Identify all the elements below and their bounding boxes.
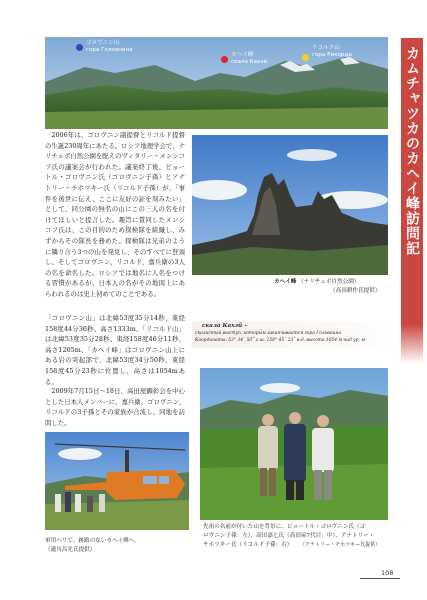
group-caption-line-1: 先祖の名前が付いた山を背景に、ビョートル・ゴロヴニン氏（ゴ <box>203 524 366 530</box>
rikord-label <box>312 45 352 59</box>
kahei-label-ja: カヘイ峰 <box>231 52 254 58</box>
rikord-label-ru: гора Рикорда <box>312 52 352 58</box>
group-caption-line-3 <box>203 541 393 550</box>
plaque-line-1: скала Кахэй – <box>202 323 247 329</box>
golovnin-marker-dot <box>76 44 83 51</box>
rikord-marker-dot <box>302 54 309 61</box>
rock-caption-credit-bottom: （高田耕作氏提供） <box>330 288 381 294</box>
helicopter-caption-line-2: （瀧川昌光氏提供） <box>45 546 96 553</box>
rock-caption-credit-top: （ナリチェボ自然公園） <box>298 279 360 285</box>
kahei-marker-dot <box>221 56 228 63</box>
vertical-title: カムチャツカのカヘイ峰訪問記 <box>404 46 420 256</box>
group-caption-line-2: ロヴニン子孫：左）、高田嘉七氏（高田屋7代目：中）、アナトリー・ <box>203 533 375 539</box>
group-caption <box>203 523 393 550</box>
plaque-line-3: Координаты: 53° 34´ 50˝ с.ш. 158° 45´ 23˝ в.д. высота 1054 м над ур. м. <box>195 338 367 343</box>
page-number: 108 <box>381 569 394 577</box>
rock-caption-title: カヘイ峰 <box>274 279 297 285</box>
golovnin-label-ja: ゴロヴニン山 <box>86 40 120 46</box>
group-caption-line-3-text: チホツキー氏（リコルド子孫：右） <box>203 542 293 548</box>
kahei-label-ru: скала Кахэй <box>231 59 268 65</box>
plaque <box>192 322 392 348</box>
paragraph-2: 「ゴロヴニン山」は北緯53度35分14秒、東経158度44分36秒、高さ1333m、「リコルド山」は北緯53度35分28秒、東経158度46分11秒、高さ1205m、「カヘイ峰」はゴロヴニン山上にある岩の突起部で、北緯53度34分50秒、東経158度45分23秒に位置し、高さは1054mある。 <box>45 314 185 386</box>
vertical-title-fade <box>401 324 423 364</box>
golovnin-label <box>86 40 133 54</box>
paragraph-1: 2006年は、ゴロヴニン副提督とリコルド提督の生誕230周年にあたる。ロシア地理学会で、ナリチェボ自然公園を配えのヴィタリー・メンシコフ氏の議案会が行われた。議案終了後、ビョートル・ゴロヴニン氏（ゴロヴニン子孫）とアナトリー・チホツキー氏（リコルド子孫）が、「事件を後世に伝え、ここに友好の証を刻みたい」として、同公園の無名の山にこの三人の名を付けてほしいと提言した。趣旨に賛同したメンシコフ氏は、この目的のため探検隊を組織し、みずからその隊長を務めた。探検隊は兄弟のように隣り合う3つの山を発見し、そのすべてに登頂し、そしてゴロヴニン、リコルド、嘉兵衛の3人の名を命名した。ロシアでは地名に人名をつける習慣があるが、日本人の名がその地図上にあらわれるのは史上初めてのことである。 <box>45 131 185 298</box>
page-number-rule <box>360 578 400 579</box>
rock-caption <box>274 278 390 287</box>
helicopter-caption <box>45 537 195 554</box>
group-photo <box>200 368 388 520</box>
rikord-label-ja: リコルド山 <box>312 45 340 51</box>
golovnin-label-ru: гора Головнина <box>86 47 133 53</box>
group-caption-credit: （アナトリー・チホツキー氏提供） <box>300 542 381 548</box>
vertical-title-band <box>401 38 423 324</box>
helicopter-caption-line-1: 軍用ヘリで、跡路のないカヘイ峰へ。 <box>45 538 140 544</box>
kahei-label <box>231 52 267 66</box>
paragraph-3: 2009年7月15日～18日、高田屋顕彰会を中心とした日本人メンバーに、嘉兵衛、ゴロヴニン、リコルドの3子孫とその家族が合流し、同地を訪問した。 <box>45 387 185 427</box>
plaque-line-2: скалистый выступ, которым заканчивается гора Головнина <box>195 331 342 336</box>
helicopter-photo <box>45 432 189 530</box>
kahei-rock-photo <box>192 135 388 275</box>
